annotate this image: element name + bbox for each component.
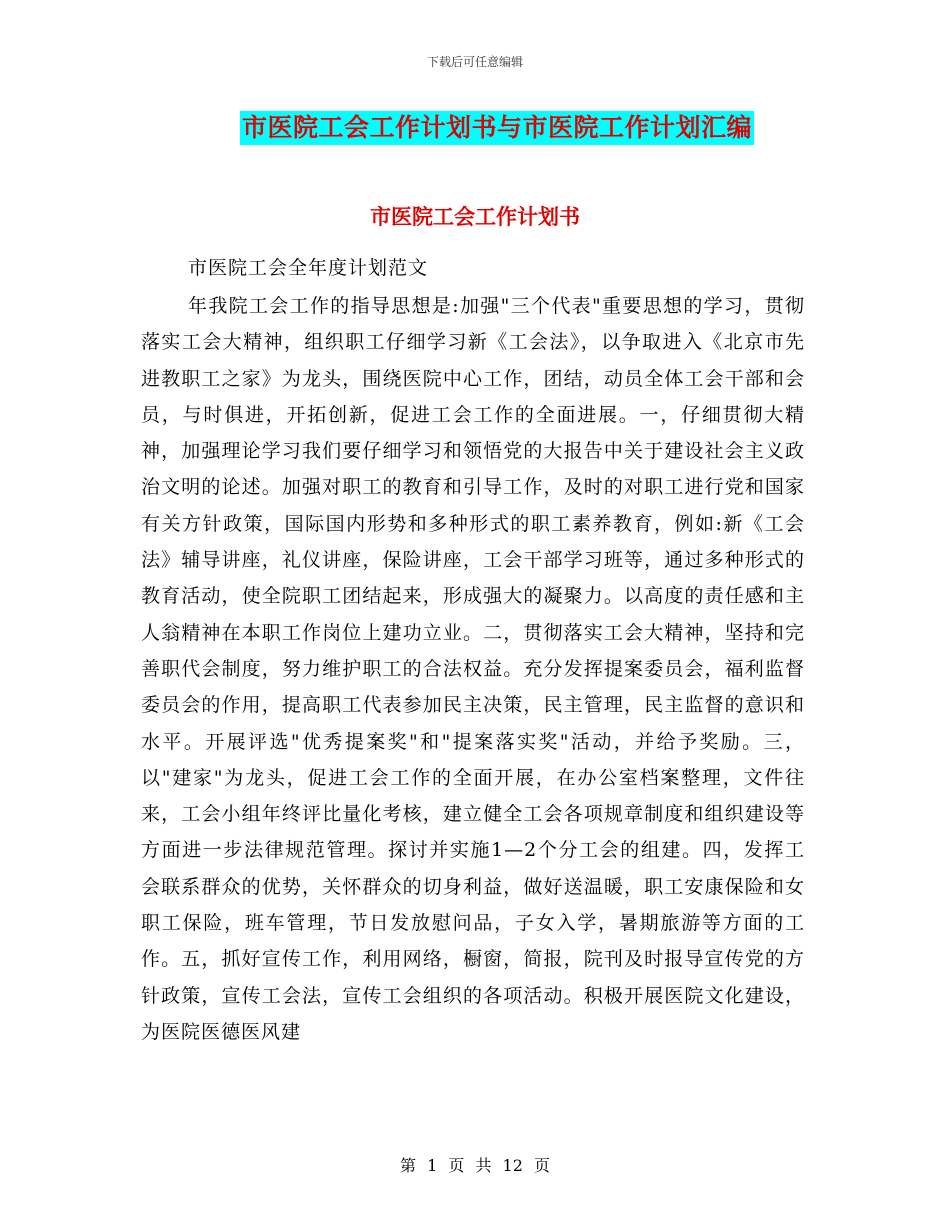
body-paragraph: 年我院工会工作的指导思想是:加强"三个代表"重要思想的学习，贯彻落实工会大精神，组织职工仔细学习新《工会法》，以争取进入《北京市先进教职工之家》为龙头，围绕医院中心工作，团结，动员全体工会干部和会员，与时俱进，开拓创新，促进工会工作的全面进展。一，仔细贯彻大精神，加强理论学习我们要仔细学习和领悟党的大报告中关于建设社会主义政治文明的论述。加强对职工的教育和引导工作，及时的对职工进行党和国家有关方针政策，国际国内形势和多种形式的职工素养教育，例如:新《工会法》辅导讲座，礼仪讲座，保险讲座，工会干部学习班等，通过多种形式的教育活动，使全院职工团结起来，形成强大的凝聚力。以高度的责任感和主人翁精神在本职工作岗位上建功立业。二，贯彻落实工会大精神，坚持和完善职代会制度，努力维护职工的合法权益。充分发挥提案委员会，福利监督委员会的作用，提高职工代表参加民主决策，民主管理，民主监督的意识和水平。开展评选"优秀提案奖"和"提案落实奖"活动，并给予奖励。三，以"建家"为龙头，促进工会工作的全面开展，在办公室档案整理，文件往来，工会小组年终评比量化考核，建立健全工会各项规章制度和组织建设等方面进一步法律规范管理。探讨并实施1—2个分工会的组建。四，发挥工会联系群众的优势，关怀群众的切身利益，做好送温暖，职工安康保险和女职工保险，班车管理，节日发放慰问品，子女入学，暑期旅游等方面的工作。五，抓好宣传工作，利用网络，橱窗，简报，院刊及时报导宣传党的方针政策，宣传工会法，宣传工会组织的各项活动。积极开展医院文化建设，为医院医德医风建 [141,295,805,1043]
main-title-container [0,111,950,145]
section-title: 市医院工会工作计划书 [370,204,580,229]
document-subtitle: 市医院工会全年度计划范文 [188,257,429,279]
page-header-note: 下载后可任意编辑 [426,55,523,69]
main-title: 市医院工会工作计划书与市医院工作计划汇编 [240,111,754,145]
page-number-footer: 第 1 页 共 12 页 [400,1156,550,1175]
